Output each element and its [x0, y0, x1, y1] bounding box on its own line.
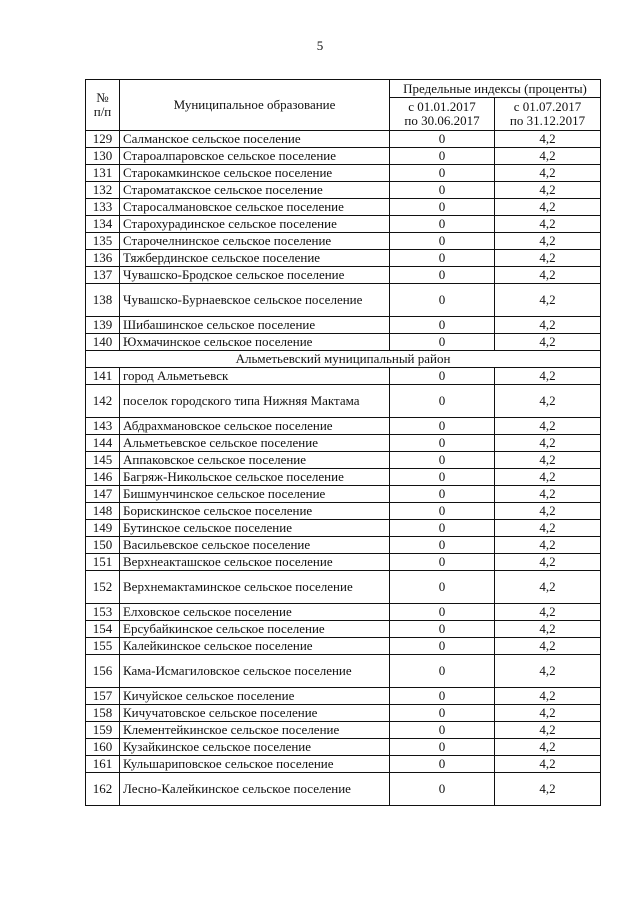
municipality-name: Чувашско-Бурнаевское сельское поселение [120, 284, 390, 317]
municipality-name: Васильевское сельское поселение [120, 537, 390, 554]
header-num [86, 80, 120, 131]
row-number: 147 [86, 486, 120, 503]
index-period-1: 0 [390, 604, 495, 621]
row-number: 132 [86, 182, 120, 199]
municipality-name: Кичучатовское сельское поселение [120, 705, 390, 722]
table-row [86, 604, 601, 621]
index-period-2: 4,2 [495, 368, 601, 385]
municipality-name: Кузайкинское сельское поселение [120, 739, 390, 756]
municipality-name: Альметьевское сельское поселение [120, 435, 390, 452]
row-number: 139 [86, 317, 120, 334]
index-period-2: 4,2 [495, 571, 601, 604]
index-period-2: 4,2 [495, 469, 601, 486]
index-period-1: 0 [390, 182, 495, 199]
row-number: 130 [86, 148, 120, 165]
row-number: 156 [86, 655, 120, 688]
table-row [86, 368, 601, 385]
table-row [86, 773, 601, 806]
index-period-1: 0 [390, 267, 495, 284]
header-indices: Предельные индексы (проценты) [390, 80, 601, 98]
row-number: 140 [86, 334, 120, 351]
municipality-name: Чувашско-Бродское сельское поселение [120, 267, 390, 284]
index-period-2: 4,2 [495, 435, 601, 452]
municipality-name: Староалпаровское сельское поселение [120, 148, 390, 165]
municipality-name: Верхнемактаминское сельское поселение [120, 571, 390, 604]
index-period-2: 4,2 [495, 148, 601, 165]
index-period-1: 0 [390, 739, 495, 756]
table-row [86, 621, 601, 638]
table-row [86, 688, 601, 705]
row-number: 137 [86, 267, 120, 284]
index-period-1: 0 [390, 469, 495, 486]
index-period-1: 0 [390, 571, 495, 604]
row-number: 159 [86, 722, 120, 739]
row-number: 133 [86, 199, 120, 216]
index-period-1: 0 [390, 284, 495, 317]
index-period-2: 4,2 [495, 334, 601, 351]
row-number: 154 [86, 621, 120, 638]
municipality-name: Старохурадинское сельское поселение [120, 216, 390, 233]
index-period-2: 4,2 [495, 638, 601, 655]
row-number: 151 [86, 554, 120, 571]
index-period-1: 0 [390, 655, 495, 688]
index-period-1: 0 [390, 385, 495, 418]
municipality-name: Салманское сельское поселение [120, 131, 390, 148]
row-number: 142 [86, 385, 120, 418]
municipality-name: Лесно-Калейкинское сельское поселение [120, 773, 390, 806]
index-period-1: 0 [390, 216, 495, 233]
table-row [86, 334, 601, 351]
index-period-1: 0 [390, 334, 495, 351]
row-number: 145 [86, 452, 120, 469]
table-row [86, 571, 601, 604]
table-row [86, 284, 601, 317]
index-period-1: 0 [390, 233, 495, 250]
index-period-1: 0 [390, 418, 495, 435]
table-row [86, 418, 601, 435]
index-period-1: 0 [390, 368, 495, 385]
row-number: 150 [86, 537, 120, 554]
table-row [86, 520, 601, 537]
index-period-2: 4,2 [495, 688, 601, 705]
header-num-label: № п/п [93, 90, 112, 119]
table-row [86, 722, 601, 739]
index-period-1: 0 [390, 486, 495, 503]
municipality-name: Тяжбердинское сельское поселение [120, 250, 390, 267]
index-period-2: 4,2 [495, 722, 601, 739]
table-row [86, 503, 601, 520]
municipality-name: Юхмачинское сельское поселение [120, 334, 390, 351]
row-number: 131 [86, 165, 120, 182]
index-period-2: 4,2 [495, 385, 601, 418]
index-period-1: 0 [390, 756, 495, 773]
index-period-2: 4,2 [495, 165, 601, 182]
row-number: 152 [86, 571, 120, 604]
table-row [86, 638, 601, 655]
municipality-name: Елховское сельское поселение [120, 604, 390, 621]
municipality-name: Абдрахмановское сельское поселение [120, 418, 390, 435]
municipality-name: Староматакское сельское поселение [120, 182, 390, 199]
table-row [86, 131, 601, 148]
index-period-1: 0 [390, 199, 495, 216]
table-row [86, 385, 601, 418]
table-row [86, 486, 601, 503]
municipality-name: Ерсубайкинское сельское поселение [120, 621, 390, 638]
row-number: 153 [86, 604, 120, 621]
index-period-1: 0 [390, 452, 495, 469]
row-number: 162 [86, 773, 120, 806]
index-period-2: 4,2 [495, 284, 601, 317]
index-period-2: 4,2 [495, 216, 601, 233]
row-number: 157 [86, 688, 120, 705]
index-period-2: 4,2 [495, 317, 601, 334]
municipality-name: Старочелнинское сельское поселение [120, 233, 390, 250]
header-period-2: с 01.07.2017 по 31.12.2017 [495, 98, 601, 131]
table-row [86, 452, 601, 469]
index-period-2: 4,2 [495, 739, 601, 756]
index-period-2: 4,2 [495, 486, 601, 503]
header-period-1: с 01.01.2017 по 30.06.2017 [390, 98, 495, 131]
municipality-name: Кама-Исмагиловское сельское поселение [120, 655, 390, 688]
index-period-1: 0 [390, 250, 495, 267]
municipality-name: Калейкинское сельское поселение [120, 638, 390, 655]
row-number: 134 [86, 216, 120, 233]
index-period-1: 0 [390, 503, 495, 520]
index-period-2: 4,2 [495, 604, 601, 621]
table-row [86, 216, 601, 233]
table-row [86, 739, 601, 756]
table-row [86, 705, 601, 722]
row-number: 149 [86, 520, 120, 537]
row-number: 158 [86, 705, 120, 722]
indices-table [85, 79, 601, 806]
index-period-2: 4,2 [495, 655, 601, 688]
index-period-1: 0 [390, 148, 495, 165]
municipality-name: Шибашинское сельское поселение [120, 317, 390, 334]
district-title: Альметьевский муниципальный район [86, 351, 601, 368]
index-period-2: 4,2 [495, 756, 601, 773]
index-period-1: 0 [390, 537, 495, 554]
municipality-name: город Альметьевск [120, 368, 390, 385]
table-row [86, 317, 601, 334]
municipality-name: Верхнеакташское сельское поселение [120, 554, 390, 571]
row-number: 146 [86, 469, 120, 486]
municipality-name: поселок городского типа Нижняя Мактама [120, 385, 390, 418]
municipality-name: Старосалмановское сельское поселение [120, 199, 390, 216]
table-row [86, 233, 601, 250]
table-row [86, 537, 601, 554]
table-row [86, 267, 601, 284]
index-period-2: 4,2 [495, 131, 601, 148]
index-period-1: 0 [390, 131, 495, 148]
row-number: 135 [86, 233, 120, 250]
page-number: 5 [316, 38, 324, 53]
row-number: 141 [86, 368, 120, 385]
index-period-1: 0 [390, 621, 495, 638]
index-period-2: 4,2 [495, 554, 601, 571]
index-period-1: 0 [390, 317, 495, 334]
index-period-1: 0 [390, 554, 495, 571]
index-period-1: 0 [390, 722, 495, 739]
index-period-2: 4,2 [495, 520, 601, 537]
municipality-name: Клементейкинское сельское поселение [120, 722, 390, 739]
table-row [86, 554, 601, 571]
municipality-name: Кичуйское сельское поселение [120, 688, 390, 705]
table-row [86, 655, 601, 688]
row-number: 160 [86, 739, 120, 756]
table-row [86, 435, 601, 452]
row-number: 129 [86, 131, 120, 148]
index-period-2: 4,2 [495, 199, 601, 216]
municipality-name: Бишмунчинское сельское поселение [120, 486, 390, 503]
table-row [86, 148, 601, 165]
municipality-name: Борискинское сельское поселение [120, 503, 390, 520]
index-period-1: 0 [390, 705, 495, 722]
table-row [86, 182, 601, 199]
district-row [86, 351, 601, 368]
index-period-1: 0 [390, 688, 495, 705]
row-number: 144 [86, 435, 120, 452]
index-period-2: 4,2 [495, 418, 601, 435]
index-period-1: 0 [390, 773, 495, 806]
header-municipality: Муниципальное образование [120, 80, 390, 131]
index-period-2: 4,2 [495, 503, 601, 520]
index-period-1: 0 [390, 638, 495, 655]
index-period-2: 4,2 [495, 621, 601, 638]
index-period-2: 4,2 [495, 537, 601, 554]
row-number: 143 [86, 418, 120, 435]
index-period-2: 4,2 [495, 233, 601, 250]
index-period-1: 0 [390, 435, 495, 452]
index-period-2: 4,2 [495, 452, 601, 469]
municipality-name: Аппаковское сельское поселение [120, 452, 390, 469]
row-number: 138 [86, 284, 120, 317]
row-number: 161 [86, 756, 120, 773]
table-row [86, 165, 601, 182]
table-row [86, 756, 601, 773]
municipality-name: Багряж-Никольское сельское поселение [120, 469, 390, 486]
index-period-1: 0 [390, 165, 495, 182]
index-period-2: 4,2 [495, 182, 601, 199]
row-number: 148 [86, 503, 120, 520]
index-period-2: 4,2 [495, 705, 601, 722]
table-row [86, 469, 601, 486]
row-number: 155 [86, 638, 120, 655]
municipality-name: Кульшариповское сельское поселение [120, 756, 390, 773]
table-row [86, 250, 601, 267]
row-number: 136 [86, 250, 120, 267]
municipality-name: Старокамкинское сельское поселение [120, 165, 390, 182]
municipality-name: Бутинское сельское поселение [120, 520, 390, 537]
table-row [86, 199, 601, 216]
index-period-2: 4,2 [495, 773, 601, 806]
index-period-2: 4,2 [495, 267, 601, 284]
index-period-1: 0 [390, 520, 495, 537]
index-period-2: 4,2 [495, 250, 601, 267]
